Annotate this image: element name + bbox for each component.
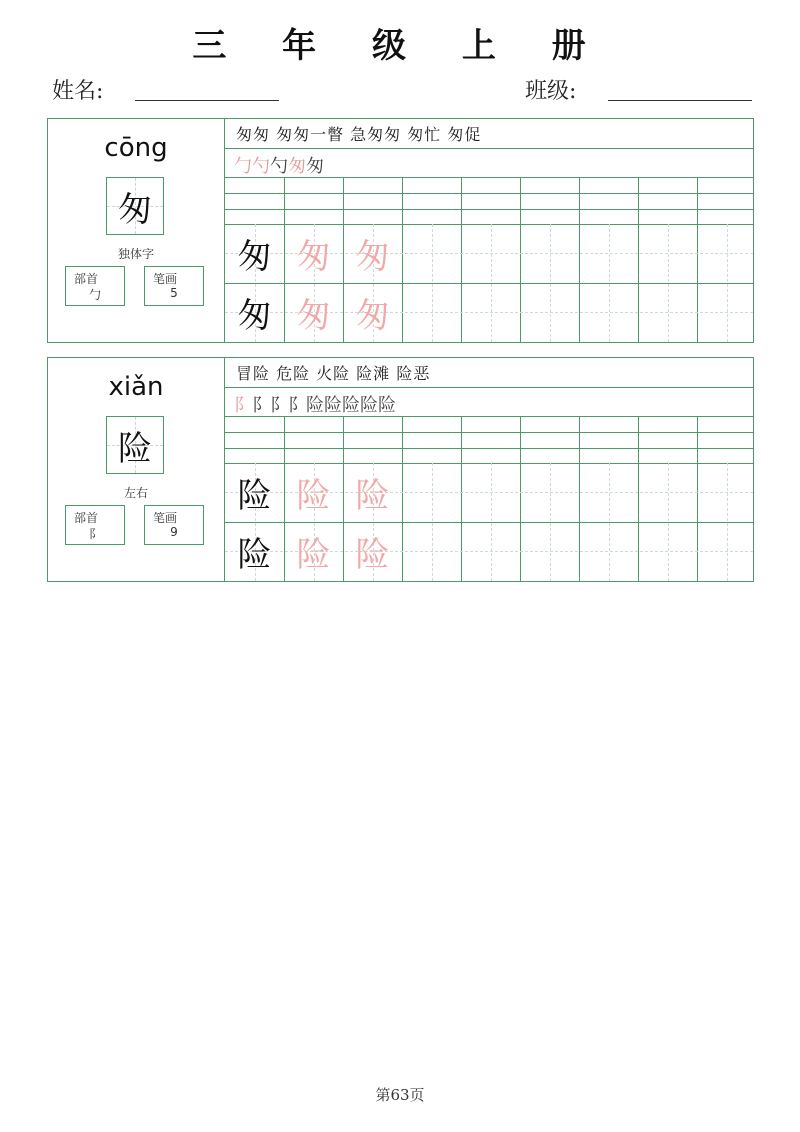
grid-line [225,193,753,194]
stroke-step: 阝 [270,395,288,416]
stroke-step: 匆 [288,156,306,177]
stroke-step: 险 [360,395,378,416]
stroke-count-value: 9 [170,525,178,539]
character-info-panel [48,358,225,581]
stroke-step: 险 [342,395,360,416]
empty-practice-cell[interactable] [461,522,520,581]
grid-line [225,416,753,417]
model-character: 匆 [237,237,272,277]
stroke-step: 勺 [270,156,288,177]
empty-practice-cell[interactable] [461,224,520,283]
stroke-count-label: 笔画 [153,511,178,525]
grid-line [225,448,753,449]
tracing-character: 险 [296,476,331,516]
name-label: 姓名: [52,79,104,104]
grid-line [225,177,753,178]
empty-practice-cell[interactable] [579,522,638,581]
stroke-step: 勺 [252,156,270,177]
character-block-xian [47,357,754,582]
radical-box [65,505,125,545]
empty-practice-cell[interactable] [402,463,461,522]
empty-practice-cell[interactable] [579,224,638,283]
empty-practice-cell[interactable] [638,522,697,581]
stroke-order [234,152,324,178]
character-info-panel [48,119,225,342]
empty-practice-cell[interactable] [579,283,638,342]
pinyin: cōng [104,133,168,163]
tracing-character: 匆 [355,237,390,277]
character-box [106,177,164,235]
empty-practice-cell[interactable] [697,463,756,522]
empty-practice-cell[interactable] [402,522,461,581]
grid-line [225,387,753,388]
tracing-character: 险 [296,535,331,575]
stroke-order [234,391,396,417]
grid-line [225,209,753,210]
main-character: 匆 [118,189,152,230]
grid-line [225,148,753,149]
radical-box [65,266,125,306]
empty-practice-cell[interactable] [461,283,520,342]
tracing-character: 险 [355,535,390,575]
character-box [106,416,164,474]
stroke-count-box [144,505,204,545]
stroke-step: 阝 [288,395,306,416]
model-character: 险 [237,476,272,516]
empty-practice-cell[interactable] [461,463,520,522]
stroke-count-label: 笔画 [153,272,178,286]
radical-label: 部首 [74,272,99,286]
name-field-line[interactable] [135,100,279,101]
main-character: 险 [118,428,152,469]
model-character: 险 [237,535,272,575]
character-block-cong [47,118,754,343]
page-number: 第63页 [375,1086,425,1104]
empty-practice-cell[interactable] [520,522,579,581]
tracing-character: 险 [355,476,390,516]
model-character: 匆 [237,296,272,336]
stroke-count-value: 5 [170,286,178,300]
class-label: 班级: [525,79,577,104]
empty-practice-cell[interactable] [402,224,461,283]
radical-value: 勹 [88,288,101,302]
radical-label: 部首 [74,511,99,525]
tracing-character: 匆 [296,237,331,277]
stroke-step: 险 [306,395,324,416]
class-field-line[interactable] [608,100,752,101]
stroke-step: 勹 [234,156,252,177]
empty-practice-cell[interactable] [402,283,461,342]
stroke-step: 阝 [252,395,270,416]
structure-label: 左右 [123,486,148,500]
stroke-step: 险 [378,395,396,416]
empty-practice-cell[interactable] [697,283,756,342]
empty-practice-cell[interactable] [697,522,756,581]
empty-practice-cell[interactable] [520,224,579,283]
structure-label: 独体字 [117,247,154,261]
grid-line [225,432,753,433]
tracing-character: 匆 [296,296,331,336]
stroke-step: 阝 [234,395,252,416]
empty-practice-cell[interactable] [638,283,697,342]
stroke-step: 匆 [306,156,324,177]
pinyin: xiǎn [108,372,164,402]
example-words: 匆匆 匆匆一瞥 急匆匆 匆忙 匆促 [236,125,482,144]
radical-value: 阝 [88,527,101,541]
empty-practice-cell[interactable] [638,463,697,522]
stroke-count-box [144,266,204,306]
example-words: 冒险 危险 火险 险滩 险恶 [236,364,431,383]
empty-practice-cell[interactable] [697,224,756,283]
empty-practice-cell[interactable] [638,224,697,283]
page-title: 三 年 级 上 册 [192,26,608,66]
empty-practice-cell[interactable] [579,463,638,522]
stroke-step: 险 [324,395,342,416]
empty-practice-cell[interactable] [520,463,579,522]
tracing-character: 匆 [355,296,390,336]
empty-practice-cell[interactable] [520,283,579,342]
